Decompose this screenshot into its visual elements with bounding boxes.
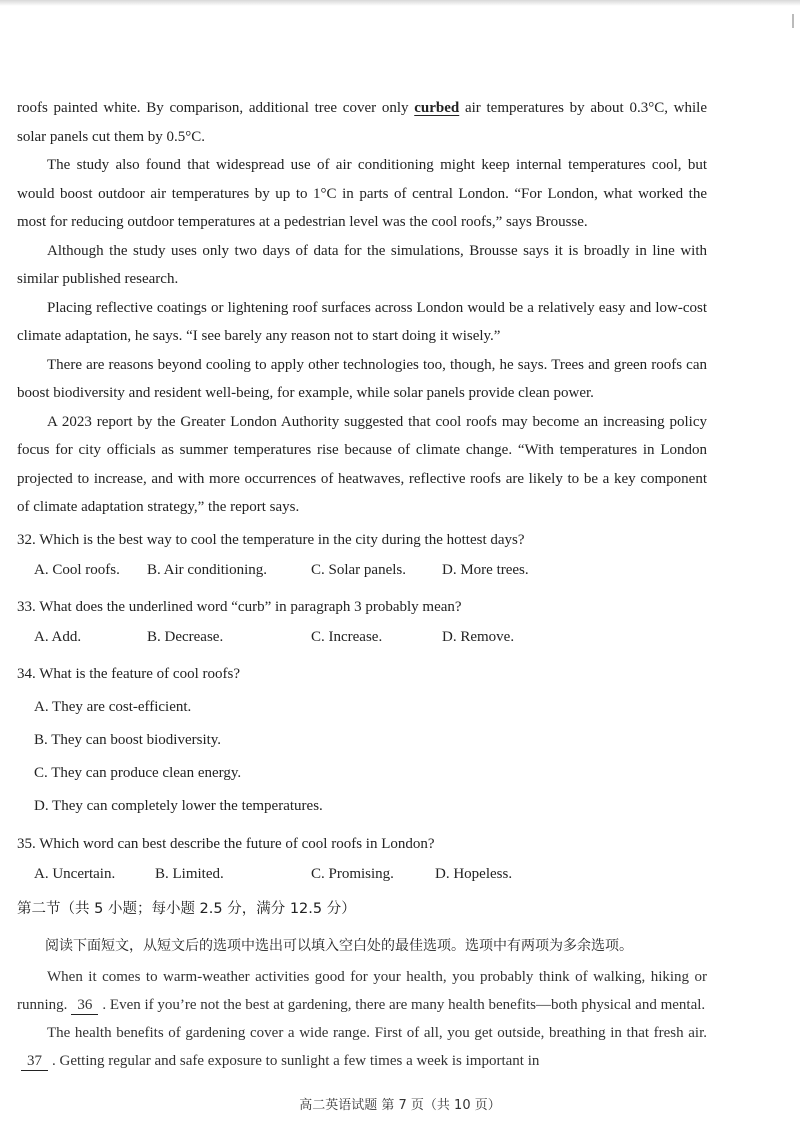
option-b: B. They can boost biodiversity. [34,731,222,748]
page-footer: 高二英语试题 第 7 页（共 10 页） [299,1098,501,1113]
option-d: D. More trees. [442,561,529,578]
option-a: A. Uncertain. [34,865,116,882]
option-c: C. Promising. [311,865,394,882]
option-b: B. Limited. [155,865,224,882]
option-a: A. Add. [34,628,82,645]
option-a: A. Cool roofs. [34,561,120,578]
question-32-options [17,556,707,589]
passage-paragraph-2: The study also found that widespread use of air conditioning might keep internal temperatures cool, but would boost outdoor air temperatures by up to 1°C in parts of central London. “For London, what worked the most for reducing outdoor temperatures at a pedestrian level was the cool roofs,” says Brousse. [17,157,707,230]
passage-paragraph-1: roofs painted white. By comparison, additional tree cover only curbed air temperatures by about 0.3°C, while solar panels cut them by 0.5°C. [17,100,708,145]
question-35-options [17,860,707,893]
option-d: D. They can completely lower the temperatures. [34,797,323,814]
passage-paragraph-6: A 2023 report by the Greater London Authority suggested that cool roofs may become an increasing policy focus for city officials as summer temperatures rise because of climate change. “With temperatures in London projected to increase, and with more occurrences of heatwaves, reflective roofs are likely to be a key component of climate adaptation strategy,” the report says. [17,413,707,515]
question-33-stem: 33. What does the underlined word “curb” in paragraph 3 probably mean? [17,598,462,615]
option-b: B. Decrease. [147,628,224,645]
option-d: D. Remove. [442,628,515,645]
option-c: C. Increase. [311,628,383,645]
blank-37: 37 [21,1052,48,1071]
option-c: C. Solar panels. [311,561,406,578]
option-b: B. Air conditioning. [147,561,267,578]
question-35-stem: 35. Which word can best describe the future of cool roofs in London? [17,835,435,852]
underlined-word-curbed: curbed [414,100,460,116]
question-33-options [17,623,707,656]
blank-36: 36 [71,996,98,1015]
passage-paragraph-3: Although the study uses only two days of data for the simulations, Brousse says it is broadly in line with similar published research. [17,242,707,287]
question-34-options [34,694,707,826]
option-c: C. They can produce clean energy. [34,764,242,781]
scan-margin-mark [782,14,794,28]
exam-page [17,94,707,1075]
section-2-instruction: 阅读下面短文，从短文后的选项中选出可以填入空白处的最佳选项。选项中有两项为多余选项。 [45,937,633,954]
question-32-stem: 32. Which is the best way to cool the temperature in the city during the hottest days? [17,531,525,548]
option-d: D. Hopeless. [435,865,513,882]
passage-paragraph-4: Placing reflective coatings or lightening roof surfaces across London would be a relatively easy and low-cost climate adaptation, he says. “I see barely any reason not to start doing it wisely.” [17,299,707,344]
passage-paragraph-5: There are reasons beyond cooling to apply other technologies too, though, he says. Trees and green roofs can boost biodiversity and resident well-being, for example, while solar panels provide clean power. [17,356,707,401]
section-2-heading: 第二节（共 5 小题；每小题 2.5 分，满分 12.5 分） [17,900,356,917]
scan-top-edge [0,0,800,6]
question-34-stem: 34. What is the feature of cool roofs? [17,665,240,682]
option-a: A. They are cost-efficient. [34,698,192,715]
cloze-paragraph-1: When it comes to warm-weather activities good for your health, you probably think of walking, hiking or running. 36 . Even if you’re not the best at gardening, there are many health benefits—both physical and mental. [17,968,707,1013]
cloze-paragraph-2: The health benefits of gardening cover a wide range. First of all, you get outside, breathing in that fresh air.37 . Getting regular and safe exposure to sunlight a few times a week is important in [17,1019,707,1075]
